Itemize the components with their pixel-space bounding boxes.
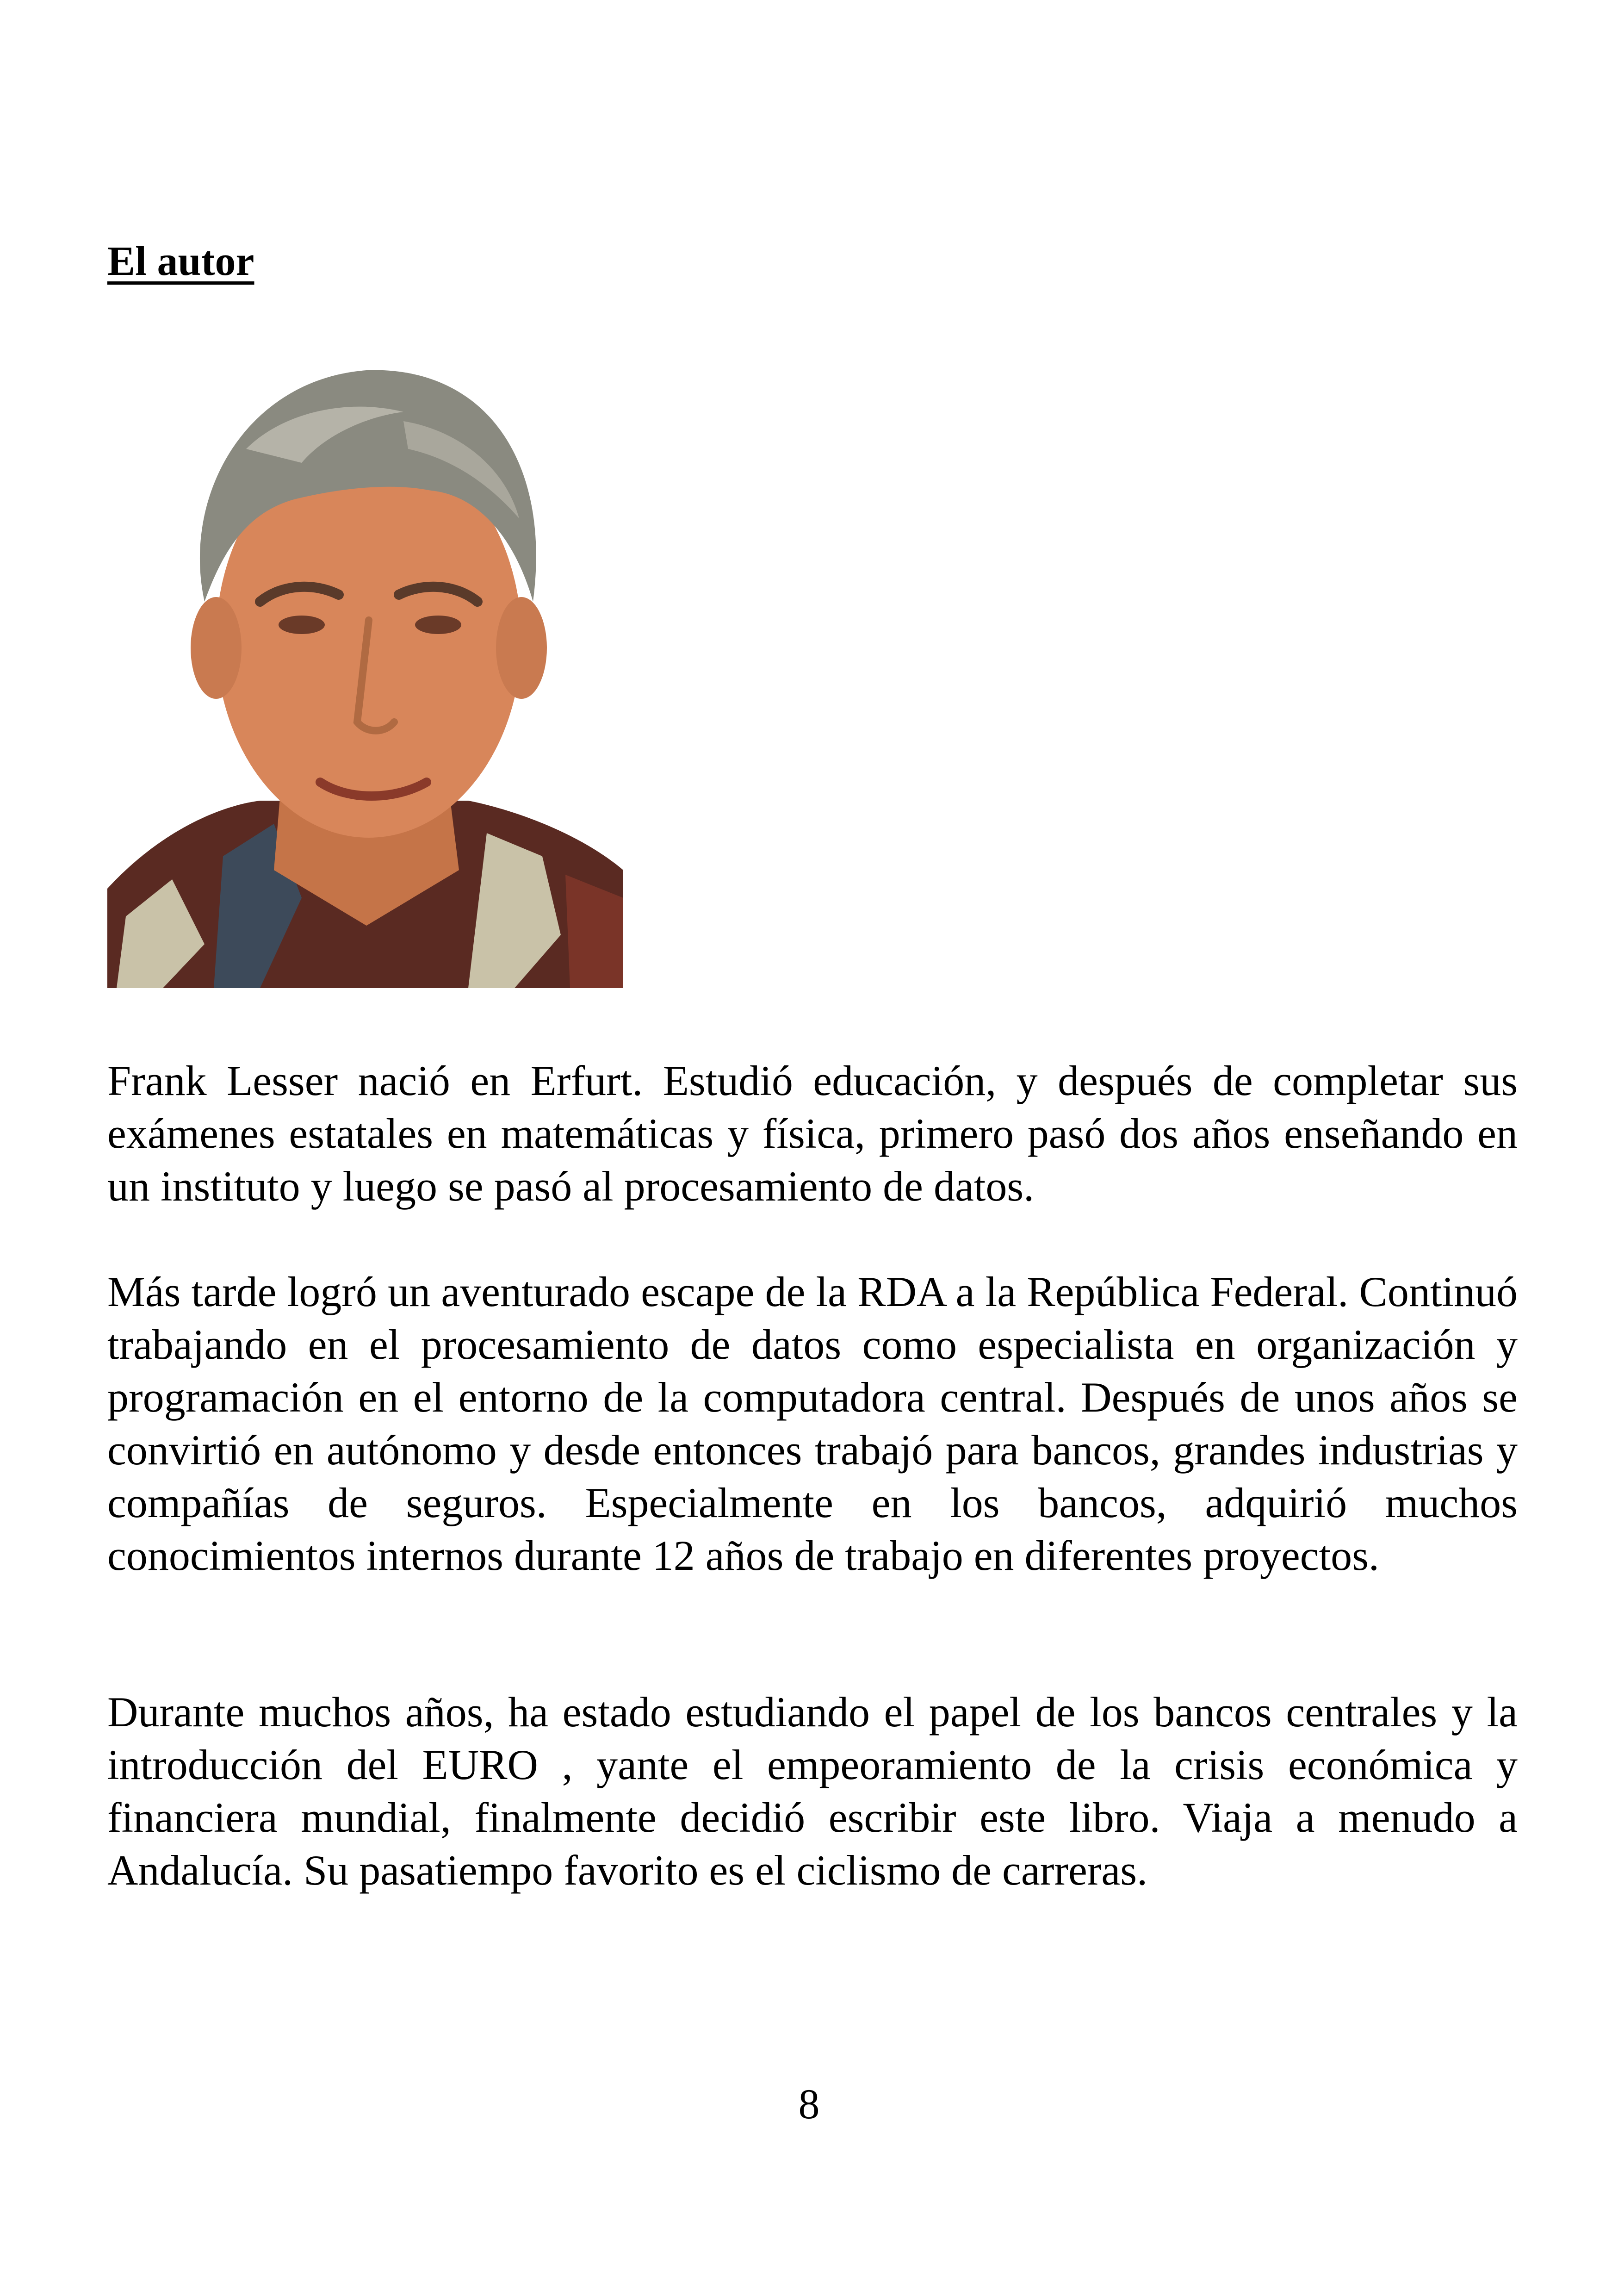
- page-heading: El autor: [107, 238, 254, 284]
- author-photo: [107, 342, 623, 988]
- bio-paragraph-2: Más tarde logró un aventurado escape de la RDA a la República Federal. Continuó trabajando en el procesamiento de datos como especialista en organización y programación en el entorno de la computadora central. Después de unos años se convirtió en autónomo y desde entonces trabajó para bancos, grandes industrias y compañías de seguros. Especialmente en los bancos, adquirió muchos conocimientos internos durante 12 años de trabajo en diferentes proyectos.: [107, 1268, 1518, 1579]
- bio-paragraph-3: Durante muchos años, ha estado estudiando el papel de los bancos centrales y la introducción del EURO , yante el empeoramiento de la crisis económica y financiera mundial, finalmente decidió escribir este libro. Viaja a menudo a Andalucía. Su pasatiempo favorito es el ciclismo de carreras.: [107, 1688, 1518, 1894]
- bio-paragraph-1: Frank Lesser nació en Erfurt. Estudió educación, y después de completar sus exámenes estatales en matemáticas y física, primero pasó dos años enseñando en un instituto y luego se pasó al procesamiento de datos.: [107, 1057, 1518, 1210]
- page-number: 8: [798, 2080, 820, 2128]
- author-portrait-icon: [107, 342, 623, 988]
